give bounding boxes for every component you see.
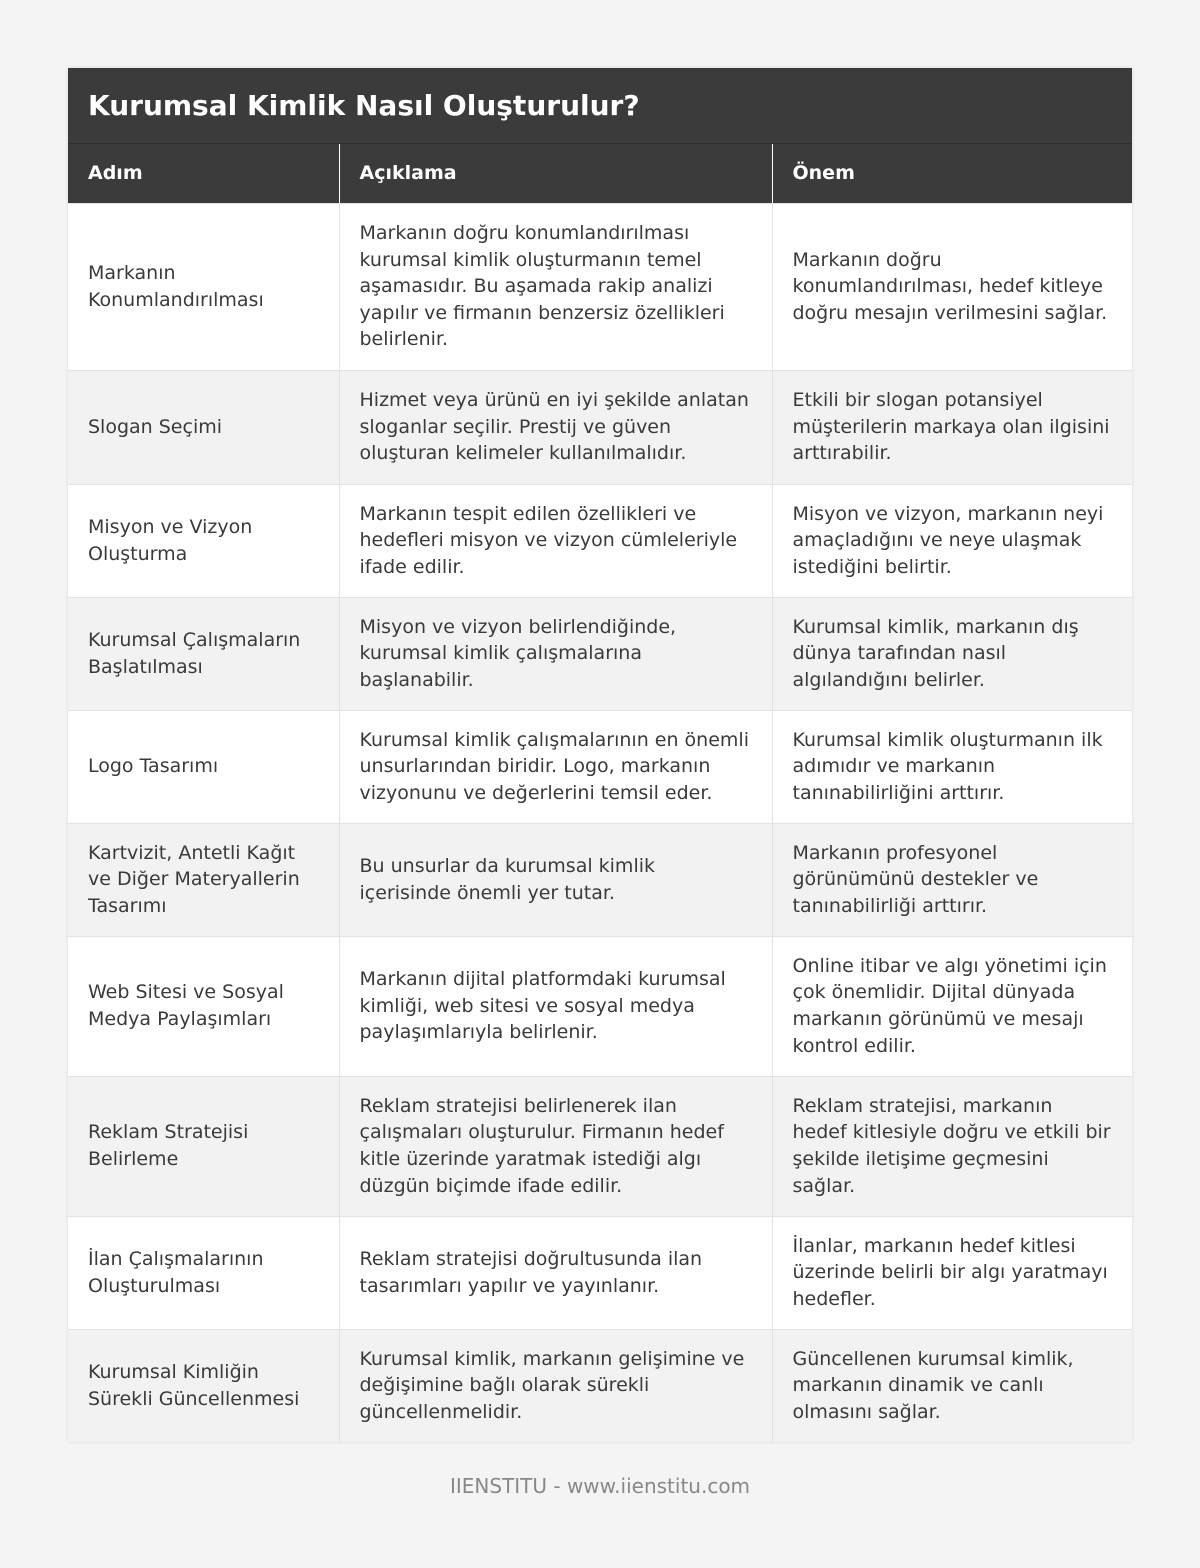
cell-step: Misyon ve Vizyon Oluşturma	[68, 484, 339, 597]
table-row	[68, 370, 1132, 484]
cell-step: Reklam Stratejisi Belirleme	[68, 1076, 339, 1216]
cell-description: Bu unsurlar da kurumsal kimlik içerisinde önemli yer tutar.	[339, 823, 772, 936]
cell-step: Web Sitesi ve Sosyal Medya Paylaşımları	[68, 936, 339, 1076]
table-row	[68, 203, 1132, 370]
table-row	[68, 1076, 1132, 1216]
table-row	[68, 1329, 1132, 1442]
table-header-row	[68, 144, 1132, 203]
table-row	[68, 1216, 1132, 1329]
cell-importance: Markanın doğru konumlandırılması, hedef kitleye doğru mesajın verilmesini sağlar.	[772, 203, 1132, 370]
title-bar	[68, 68, 1132, 144]
cell-importance: Reklam stratejisi, markanın hedef kitlesiyle doğru ve etkili bir şekilde iletişime geçmesini sağlar.	[772, 1076, 1132, 1216]
cell-step: Markanın Konumlandırılması	[68, 203, 339, 370]
cell-importance: Misyon ve vizyon, markanın neyi amaçladığını ve neye ulaşmak istediğini belirtir.	[772, 484, 1132, 597]
cell-importance: Markanın profesyonel görünümünü destekler ve tanınabilirliği arttırır.	[772, 823, 1132, 936]
cell-importance: Güncellenen kurumsal kimlik, markanın dinamik ve canlı olmasını sağlar.	[772, 1329, 1132, 1442]
table-row	[68, 597, 1132, 710]
steps-table	[68, 144, 1132, 1442]
cell-step: Kartvizit, Antetli Kağıt ve Diğer Materyallerin Tasarımı	[68, 823, 339, 936]
cell-importance: Online itibar ve algı yönetimi için çok önemlidir. Dijital dünyada markanın görünümü ve mesajı kontrol edilir.	[772, 936, 1132, 1076]
cell-description: Hizmet veya ürünü en iyi şekilde anlatan sloganlar seçilir. Prestij ve güven oluşturan kelimeler kullanılmalıdır.	[339, 370, 772, 484]
cell-step: Kurumsal Kimliğin Sürekli Güncellenmesi	[68, 1329, 339, 1442]
table-row	[68, 936, 1132, 1076]
cell-description: Misyon ve vizyon belirlendiğinde, kurumsal kimlik çalışmalarına başlanabilir.	[339, 597, 772, 710]
cell-description: Markanın tespit edilen özellikleri ve hedefleri misyon ve vizyon cümleleriyle ifade edilir.	[339, 484, 772, 597]
table-row	[68, 823, 1132, 936]
column-header-description: Açıklama	[339, 144, 772, 203]
cell-importance: Kurumsal kimlik oluşturmanın ilk adımıdır ve markanın tanınabilirliğini arttırır.	[772, 710, 1132, 823]
cell-importance: İlanlar, markanın hedef kitlesi üzerinde belirli bir algı yaratmayı hedefler.	[772, 1216, 1132, 1329]
table-card	[68, 68, 1132, 1442]
footer-credit: IIENSTITU - www.iienstitu.com	[449, 1474, 751, 1498]
cell-step: İlan Çalışmalarının Oluşturulması	[68, 1216, 339, 1329]
cell-description: Reklam stratejisi belirlenerek ilan çalışmaları oluşturulur. Firmanın hedef kitle üzerinde yaratmak istediği algı düzgün biçimde ifade edilir.	[339, 1076, 772, 1216]
cell-step: Kurumsal Çalışmaların Başlatılması	[68, 597, 339, 710]
cell-step: Slogan Seçimi	[68, 370, 339, 484]
cell-description: Reklam stratejisi doğrultusunda ilan tasarımları yapılır ve yayınlanır.	[339, 1216, 772, 1329]
column-header-step: Adım	[68, 144, 339, 203]
cell-importance: Etkili bir slogan potansiyel müşterilerin markaya olan ilgisini arttırabilir.	[772, 370, 1132, 484]
page-title: Kurumsal Kimlik Nasıl Oluşturulur?	[88, 89, 640, 122]
column-header-importance: Önem	[772, 144, 1132, 203]
cell-description: Kurumsal kimlik, markanın gelişimine ve değişimine bağlı olarak sürekli güncellenmelidir.	[339, 1329, 772, 1442]
cell-step: Logo Tasarımı	[68, 710, 339, 823]
table-row	[68, 484, 1132, 597]
table-row	[68, 710, 1132, 823]
cell-description: Kurumsal kimlik çalışmalarının en önemli unsurlarından biridir. Logo, markanın vizyonunu ve değerlerini temsil eder.	[339, 710, 772, 823]
cell-description: Markanın doğru konumlandırılması kurumsal kimlik oluşturmanın temel aşamasıdır. Bu aşamada rakip analizi yapılır ve firmanın benzersiz özellikleri belirlenir.	[339, 203, 772, 370]
cell-importance: Kurumsal kimlik, markanın dış dünya tarafından nasıl algılandığını belirler.	[772, 597, 1132, 710]
cell-description: Markanın dijital platformdaki kurumsal kimliği, web sitesi ve sosyal medya paylaşımlarıyla belirlenir.	[339, 936, 772, 1076]
